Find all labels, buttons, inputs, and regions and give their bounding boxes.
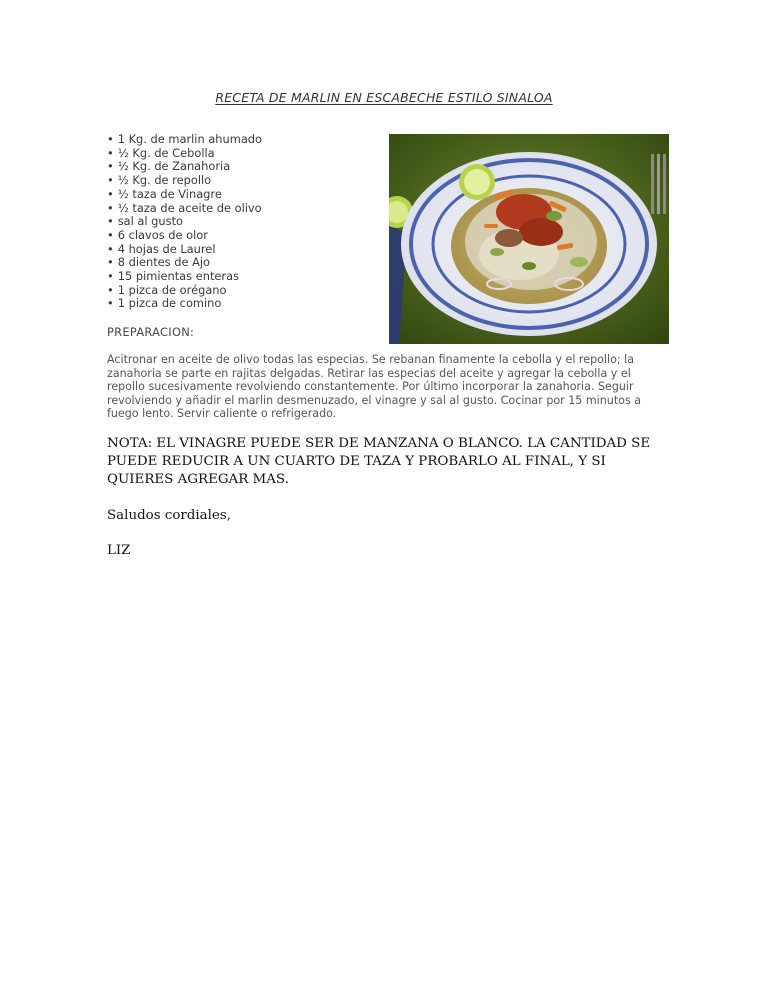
list-item: • ½ Kg. de repollo	[107, 174, 262, 188]
note-text: NOTA: EL VINAGRE PUEDE SER DE MANZANA O BLANCO. LA CANTIDAD SE PUEDE REDUCIR A UN CUARTO DE TAZA Y PROBARLO AL FINAL, Y SI QUIERES AGREGAR MAS.	[107, 436, 651, 487]
list-item: • ½ Kg. de Cebolla	[107, 147, 262, 161]
dish-photo	[389, 134, 669, 344]
list-item: • 15 pimientas enteras	[107, 270, 262, 284]
list-item: • 4 hojas de Laurel	[107, 243, 262, 257]
list-item: • 1 pizca de comino	[107, 297, 262, 311]
list-item: • ½ taza de Vinagre	[107, 188, 262, 202]
preparation-heading: PREPARACION:	[107, 325, 195, 339]
greeting-text: Saludos cordiales,	[107, 508, 231, 523]
list-item: • sal al gusto	[107, 215, 262, 229]
list-item: • 8 dientes de Ajo	[107, 256, 262, 270]
list-item: • 6 clavos de olor	[107, 229, 262, 243]
ingredient-list	[107, 133, 262, 311]
recipe-title: RECETA DE MARLIN EN ESCABECHE ESTILO SINALOA	[215, 90, 553, 105]
list-item: • ½ taza de aceite de olivo	[107, 202, 262, 216]
signature-text: LIZ	[107, 543, 131, 558]
preparation-text: Acitronar en aceite de olivo todas las especias. Se rebanan finamente la cebolla y el repollo; la zanahoria se parte en rajitas delgadas. Retirar las especias del aceite y agregar la cebolla y el repollo sucesivamente revolviendo constantemente. Por último incorporar la zanahoria. Seguir revolviendo y añadir el marlin desmenuzado, el vinagre y sal al gusto. Cocinar por 15 minutos a fuego lento. Servir caliente o refrigerado.	[107, 353, 642, 421]
dish-photo-icon	[389, 134, 669, 344]
list-item: • 1 pizca de orégano	[107, 284, 262, 298]
list-item: • 1 Kg. de marlin ahumado	[107, 133, 262, 147]
list-item: • ½ Kg. de Zanahoria	[107, 160, 262, 174]
